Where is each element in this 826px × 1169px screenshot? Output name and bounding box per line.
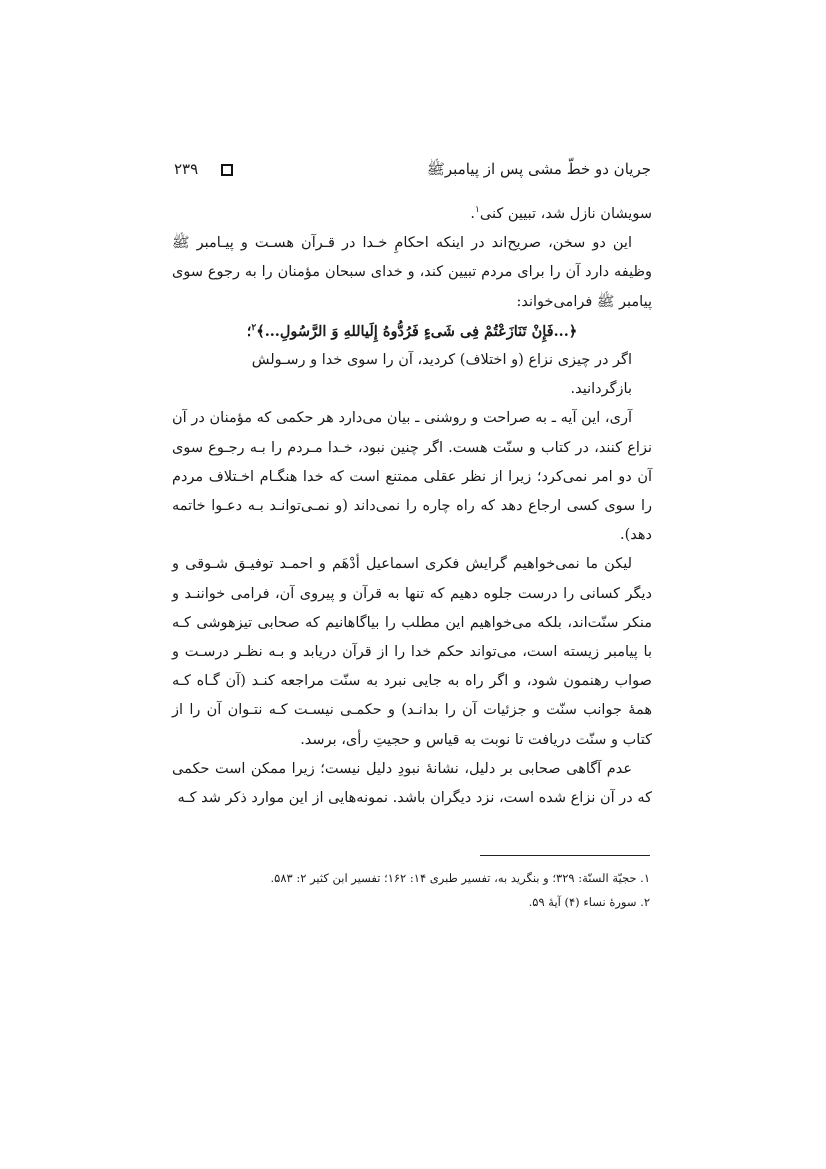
paragraph-3: آری، این آیه ـ به صراحت و روشنی ـ بیان می‌دارد هر حکمی که مؤمنان در آن نزاع کنند، در کتاب و سنّت هست. اگر چنین نبود، خـدا مـردم را بـه رجـوع سوی آن دو امر نمی‌کرد؛ زیرا از نظر عقلی ممتنع است که خدا هنگـام اخـتلاف مردم را سوی کسی ارجاع دهد که راه چاره را نمی‌داند (و نمـی‌توانـد بـه دعـوا خاتمه دهد). bbox=[172, 410, 652, 544]
footnote-ref-1: ۱ bbox=[475, 205, 480, 216]
paragraph-4: لیکن ما نمی‌خواهیم گرایش فکری اسماعیل أدْهَم و احمـد توفیـق شـوقی و دیگر کسانی را درست جلوه دهیم که تنها به قرآن و پیروی آن، فرامی خواننـد و منکر سنّت‌اند، بلکه می‌خواهیم این مطلب را بیاگاهانیم که صحابی تیزهوشی کـه با پیامبر زیسته است، می‌تواند حکم خدا را از قرآن دریابد و بـه نظـر درسـت و صواب رهنمون شود، و اگر راه به جایی نبرد به سنّت مراجعه کنـد (آن گـاه کـه همهٔ جوانب سنّت و جزئیات آن را بدانـد) و حکمـی نیسـت کـه نتـوان آن را از کتاب و سنّت دریافت تا نوبت به قیاس و حجیتِ رأی، برسد. bbox=[172, 556, 652, 748]
verse-translation-end: بازگردانید. bbox=[570, 381, 632, 398]
paragraph-1: سویشان نازل شد، تبیین کنی$^۱$. bbox=[470, 205, 652, 222]
header-title: جریان دو خطّ مشی پس از پیامبرﷺ bbox=[426, 160, 651, 178]
footnote-2: ۲. سورهٔ نساء (۴) آیهٔ ۵۹. bbox=[528, 895, 650, 909]
footnote-1: ۱. حجیّة السنّة: ۳۲۹؛ و بنگرید به، تفسیر طبری ۱۴: ۱۶۲؛ تفسیر ابن کثیر ۲: ۵۸۳. bbox=[270, 871, 650, 885]
paragraph-5: عدم آگاهی صحابی بر دلیل، نشانهٔ نبودِ دلیل نیست؛ زیرا ممکن است حکمی که در آن نزاع شده است، نزد دیگران باشد. نمونه‌هایی از این موارد ذکر شد کـه bbox=[172, 760, 652, 807]
footnote-ref-2: ۲ bbox=[251, 322, 257, 333]
square-ornament-icon bbox=[221, 164, 233, 176]
footnotes bbox=[200, 866, 650, 914]
footnote-divider bbox=[480, 855, 650, 856]
page-number: ۲۳۹ bbox=[174, 160, 199, 178]
running-header bbox=[0, 156, 826, 186]
verse-translation: اگر در چیزی نزاع (و اختلاف) کردید، آن را سوی خدا و رسـولش bbox=[251, 352, 632, 369]
quran-verse: ﴿...فَإِنْ تَنَازَعْتُمْ فِی شَیءٍ فَرُدُّوهُ إِلَیاللهِ وَ الرَّسُولِ...﴾$^۲$؛ bbox=[246, 322, 578, 340]
paragraph-2: این دو سخن، صریح‌اند در اینکه احکامِ خـدا در قـرآن هسـت و پیـامبر ﷺ وظیفه دارد آن را برای مردم تبیین کند، و خدای سبحان مؤمنان را به رجوع سوی پیامبر ﷺ فرامی‌خواند: bbox=[172, 235, 652, 310]
main-text bbox=[172, 200, 652, 813]
